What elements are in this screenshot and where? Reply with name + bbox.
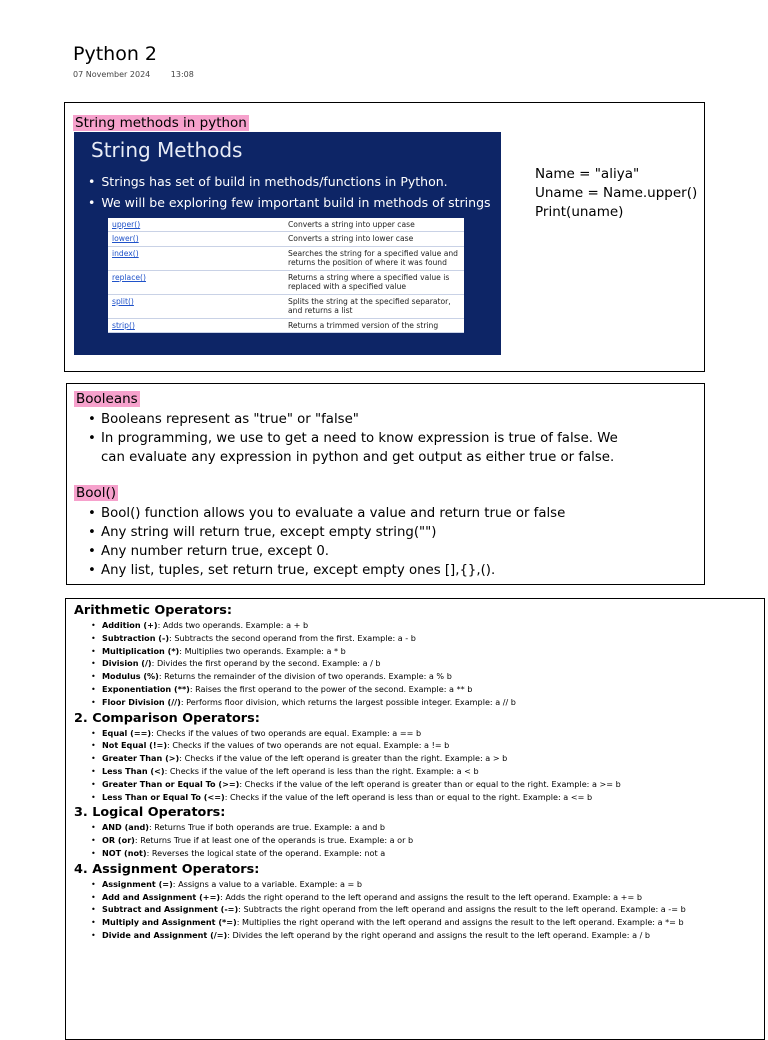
operator-name: Exponentiation (**) xyxy=(102,683,190,694)
page-date: 07 November 2024 xyxy=(73,70,151,79)
operator-description: : Checks if the values of two operands are equal. Example: a == b xyxy=(151,727,422,738)
operator-description: : Subtracts the right operand from the left operand and assigns the result to the left operand. Example: a -= b xyxy=(238,904,686,915)
list-item: • In programming, we use to get a need to know expression is true of false. We can evaluate any expression in python and get output as either true or false. xyxy=(101,429,641,467)
operator-description: : Adds two operands. Example: a + b xyxy=(157,620,309,630)
operator-name: AND (and) xyxy=(102,822,149,833)
list-item xyxy=(102,645,754,658)
slide-bullet: • We will be exploring few important build in methods of strings xyxy=(88,195,491,210)
table-row xyxy=(108,246,464,270)
operators-list xyxy=(74,727,754,804)
booleans-list xyxy=(101,410,641,467)
table-row xyxy=(108,294,464,318)
list-item xyxy=(102,765,754,778)
list-item xyxy=(102,696,754,709)
method-description: Converts a string into upper case xyxy=(284,218,464,232)
list-item xyxy=(102,752,754,765)
operator-name: Assignment (=) xyxy=(102,878,173,889)
highlighted-heading-text: Booleans xyxy=(76,391,138,407)
list-item xyxy=(102,670,754,683)
list-item xyxy=(102,683,754,696)
operator-description: : Multiplies two operands. Example: a * b xyxy=(179,645,346,656)
operator-description: : Checks if the value of the left operand is less than the right. Example: a < b xyxy=(164,765,479,776)
operator-description: : Multiplies the right operand with the left operand and assigns the result to the left operand. Example: a *= b xyxy=(236,917,684,928)
bool-function-list xyxy=(101,504,691,580)
highlighted-heading-text: Bool() xyxy=(76,485,117,501)
list-item: • Bool() function allows you to evaluate a value and return true or false xyxy=(101,504,691,523)
operator-name: NOT (not) xyxy=(102,847,147,858)
operators-section-title: 4. Assignment Operators: xyxy=(74,861,260,877)
operator-name: OR (or) xyxy=(102,835,135,846)
operators-list xyxy=(74,619,754,709)
list-item: • Any number return true, except 0. xyxy=(101,542,691,561)
method-description: Returns a trimmed version of the string xyxy=(284,318,464,332)
list-item: • Booleans represent as "true" or "false" xyxy=(101,410,641,429)
bool-function-heading xyxy=(74,485,118,501)
operator-description: : Subtracts the second operand from the first. Example: a - b xyxy=(169,632,416,643)
string-methods-container[interactable] xyxy=(64,102,705,372)
slide-bullet: • Strings has set of build in methods/functions in Python. xyxy=(88,174,491,189)
page-meta xyxy=(73,70,194,79)
operator-name: Greater Than (>) xyxy=(102,753,180,764)
operator-description: : Returns True if at least one of the operands is true. Example: a or b xyxy=(134,835,414,846)
operator-name: Addition (+) xyxy=(102,620,158,630)
string-methods-heading xyxy=(73,115,249,131)
operator-name: Less Than or Equal To (<=) xyxy=(102,791,225,802)
list-item xyxy=(102,903,754,916)
list-item xyxy=(102,739,754,752)
operator-name: Modulus (%) xyxy=(102,671,159,682)
table-row xyxy=(108,218,464,232)
operators-list xyxy=(74,821,754,859)
operator-name: Multiply and Assignment (*=) xyxy=(102,917,237,928)
operator-name: Less Than (<) xyxy=(102,765,165,776)
operators-container[interactable] xyxy=(65,598,765,1040)
operator-name: Add and Assignment (+=) xyxy=(102,891,221,902)
list-item: • Any list, tuples, set return true, except empty ones [],{},(). xyxy=(101,561,691,580)
operator-description: : Divides the left operand by the right operand and assigns the result to the left operand. Example: a / b xyxy=(227,929,651,940)
code-line: Print(uname) xyxy=(535,204,624,220)
page-title: Python 2 xyxy=(73,43,157,65)
method-description: Returns a string where a specified value is replaced with a specified value xyxy=(284,270,464,294)
operator-description: : Checks if the value of the left operand is less than or equal to the right. Example: a <= b xyxy=(224,791,593,802)
code-example[interactable] xyxy=(535,165,697,222)
operator-description: : Checks if the values of two operands are not equal. Example: a != b xyxy=(167,740,450,751)
operator-name: Greater Than or Equal To (>=) xyxy=(102,778,240,789)
method-description: Splits the string at the specified separator, and returns a list xyxy=(284,294,464,318)
table-row xyxy=(108,270,464,294)
table-row xyxy=(108,232,464,246)
method-link[interactable]: strip() xyxy=(108,318,284,332)
list-item xyxy=(102,847,754,860)
list-item xyxy=(102,632,754,645)
list-item xyxy=(102,891,754,904)
operator-description: : Checks if the value of the left operand is greater than or equal to the right. Example: a >= b xyxy=(239,778,621,789)
list-item xyxy=(102,821,754,834)
list-item xyxy=(102,916,754,929)
operator-description: : Performs floor division, which returns the largest possible integer. Example: a // b xyxy=(180,696,516,707)
string-methods-table xyxy=(108,218,464,333)
operator-name: Divide and Assignment (/=) xyxy=(102,929,228,940)
list-item xyxy=(102,878,754,891)
method-link[interactable]: split() xyxy=(108,294,284,318)
operator-name: Multiplication (*) xyxy=(102,645,180,656)
highlighted-heading-text: String methods in python xyxy=(75,115,247,131)
operator-description: : Assigns a value to a variable. Example: a = b xyxy=(172,878,363,889)
list-item xyxy=(102,834,754,847)
operators-section-title: 3. Logical Operators: xyxy=(74,805,226,821)
list-item xyxy=(102,727,754,740)
list-item xyxy=(102,619,754,632)
operators-section-title: 2. Comparison Operators: xyxy=(74,710,260,726)
operators-content xyxy=(74,603,754,944)
operator-name: Subtract and Assignment (-=) xyxy=(102,904,239,915)
operator-name: Division (/) xyxy=(102,658,152,669)
slide-bullets xyxy=(88,174,491,216)
booleans-heading xyxy=(74,391,140,407)
method-link[interactable]: replace() xyxy=(108,270,284,294)
list-item xyxy=(102,791,754,804)
operator-name: Not Equal (!=) xyxy=(102,740,168,751)
method-description: Searches the string for a specified value and returns the position of where it was found xyxy=(284,246,464,270)
operator-name: Equal (==) xyxy=(102,727,152,738)
list-item: • Any string will return true, except empty string("") xyxy=(101,523,691,542)
code-line: Name = "aliya" xyxy=(535,166,640,182)
list-item xyxy=(102,929,754,942)
operator-description: : Returns True if both operands are true. Example: a and b xyxy=(149,822,386,833)
operator-description: : Returns the remainder of the division of two operands. Example: a % b xyxy=(158,671,452,682)
list-item xyxy=(102,657,754,670)
method-link[interactable]: index() xyxy=(108,246,284,270)
page-time: 13:08 xyxy=(170,70,194,79)
operators-list xyxy=(74,878,754,942)
operator-description: : Adds the right operand to the left operand and assigns the result to the left operand. Example: a += b xyxy=(220,891,642,902)
code-line: Uname = Name.upper() xyxy=(535,185,698,201)
operators-section-title: Arithmetic Operators: xyxy=(74,603,233,618)
string-methods-slide-image xyxy=(74,132,501,355)
operator-name: Subtraction (-) xyxy=(102,632,170,643)
booleans-container[interactable] xyxy=(66,383,705,585)
operator-description: : Checks if the value of the left operand is greater than the right. Example: a > b xyxy=(179,753,508,764)
operator-description: : Reverses the logical state of the operand. Example: not a xyxy=(146,847,386,858)
list-item xyxy=(102,778,754,791)
table-row xyxy=(108,318,464,332)
operator-name: Floor Division (//) xyxy=(102,696,181,707)
method-description: Converts a string into lower case xyxy=(284,232,464,246)
method-link[interactable]: upper() xyxy=(108,218,284,232)
slide-title: String Methods xyxy=(91,138,243,162)
operator-description: : Divides the first operand by the second. Example: a / b xyxy=(151,658,381,669)
operator-description: : Raises the first operand to the power of the second. Example: a ** b xyxy=(189,683,473,694)
method-link[interactable]: lower() xyxy=(108,232,284,246)
